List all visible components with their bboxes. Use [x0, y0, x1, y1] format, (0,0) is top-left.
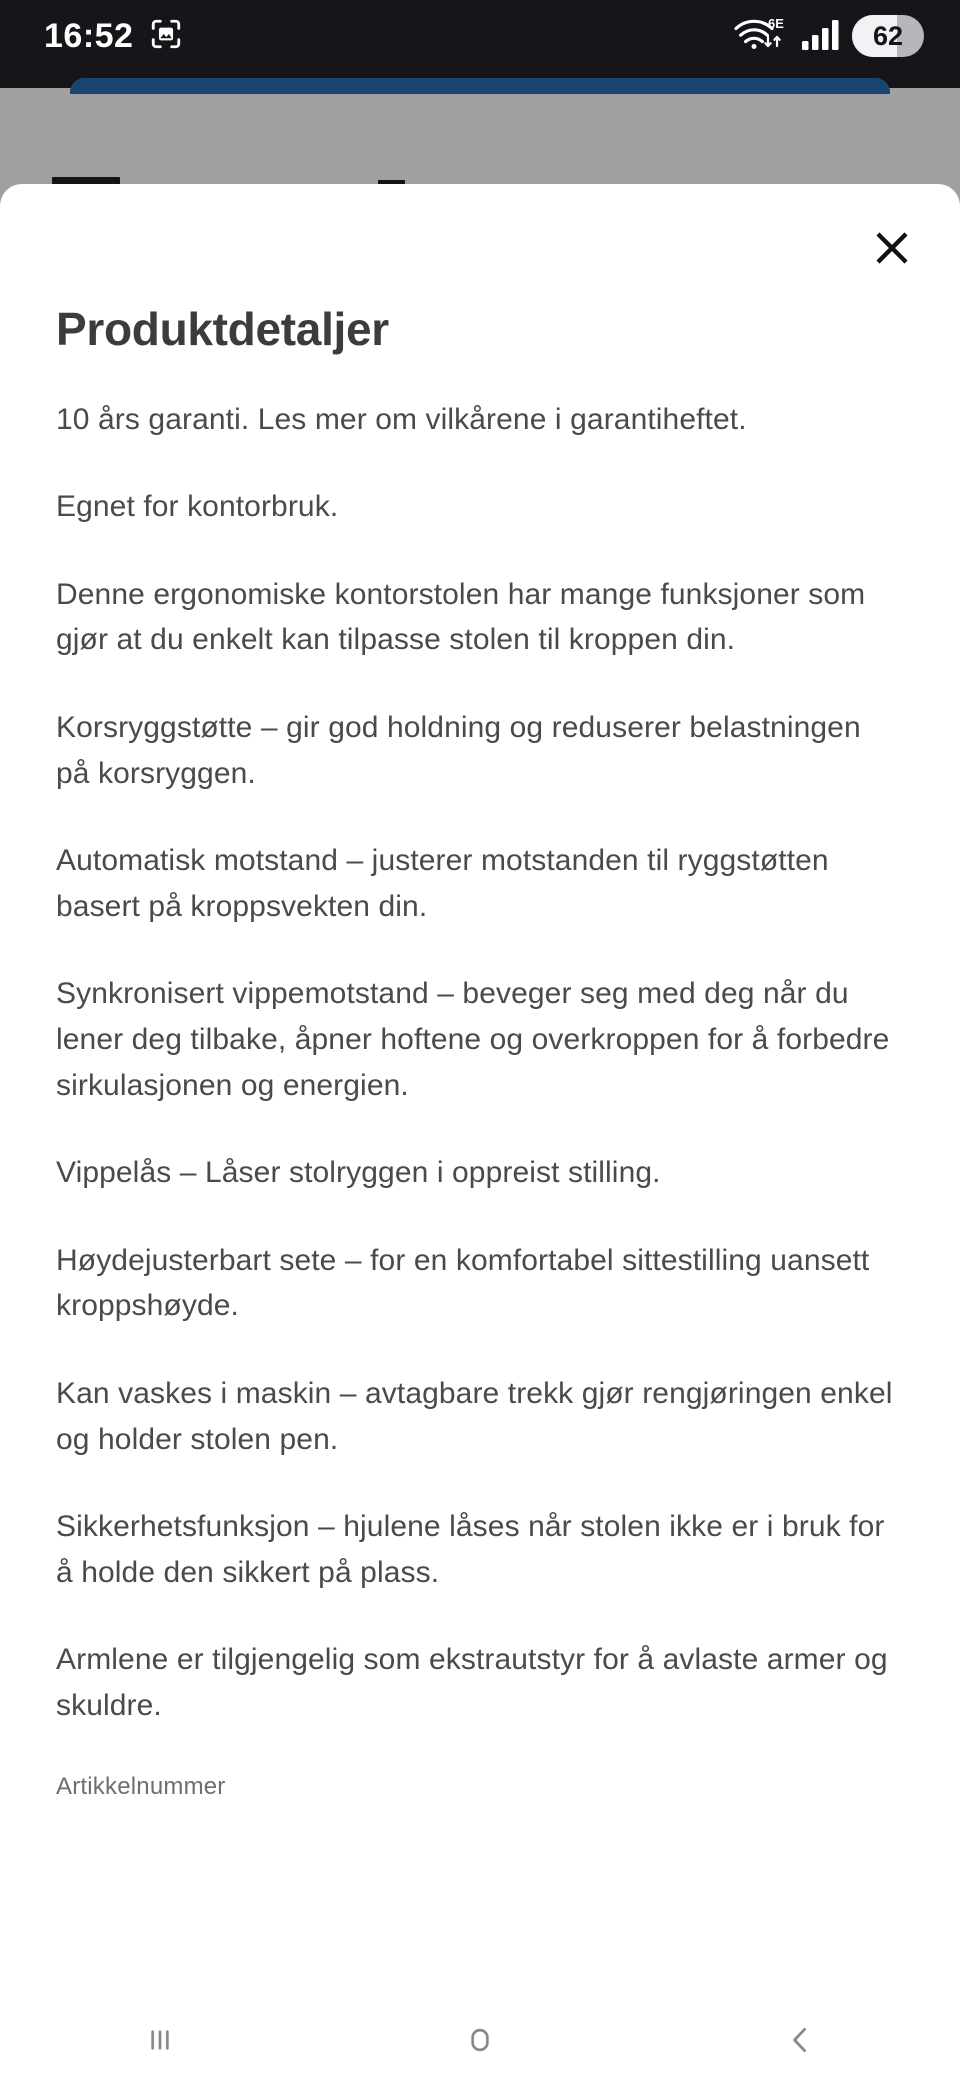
detail-paragraph: Høydejusterbart sete – for en komfortabel sittestilling uansett kroppshøyde. — [56, 1243, 870, 1323]
home-button[interactable] — [405, 2000, 555, 2080]
battery-percent-label: 62 — [872, 20, 904, 51]
product-details-sheet — [0, 184, 960, 2000]
detail-paragraph: Egnet for kontorbruk. — [56, 490, 339, 524]
close-button[interactable] — [856, 212, 928, 284]
detail-paragraph: Synkronisert vippemotstand – beveger seg med deg når du lener deg tilbake, åpner hoftene og overkroppen for å forbedre sirkulasjonen og energien. — [56, 977, 890, 1102]
recents-button[interactable] — [85, 2000, 235, 2080]
detail-paragraph: Automatisk motstand – justerer motstanden til ryggstøtten basert på kroppsvekten din. — [56, 844, 829, 923]
status-bar-left — [44, 17, 183, 56]
battery-indicator — [852, 15, 924, 57]
recents-icon — [138, 2018, 182, 2062]
cellular-signal-icon — [800, 16, 840, 57]
product-details-body — [0, 355, 960, 1804]
detail-paragraph: Sikkerhetsfunksjon – hjulene låses når stolen ikke er i bruk for å holde den sikkert på plass. — [56, 1510, 885, 1589]
wifi-6e-icon — [734, 15, 788, 58]
close-icon — [872, 228, 912, 268]
detail-paragraph: Kan vaskes i maskin – avtagbare trekk gjør rengjøringen enkel og holder stolen pen. — [56, 1376, 893, 1456]
detail-paragraph: Denne ergonomiske kontorstolen har mange funksjoner som gjør at du enkelt kan tilpasse stolen til kroppen din. — [56, 577, 866, 657]
browser-chrome-strip — [0, 72, 960, 88]
detail-paragraph: Vippelås – Låser stolryggen i oppreist stilling. — [56, 1156, 661, 1190]
back-chevron-icon — [778, 2018, 822, 2062]
status-bar-right — [734, 15, 924, 58]
android-navigation-bar — [0, 2000, 960, 2080]
back-button[interactable] — [725, 2000, 875, 2080]
article-number-label: Artikkelnummer — [56, 1773, 226, 1801]
detail-paragraph: Armlene er tilgjengelig som ekstrautstyr for å avlaste armer og skuldre. — [56, 1643, 888, 1722]
svg-text:6E: 6E — [768, 15, 784, 31]
screenshot-capture-icon — [149, 17, 183, 56]
detail-paragraph: 10 års garanti. Les mer om vilkårene i garantiheftet. — [56, 402, 747, 436]
sheet-header — [0, 184, 960, 304]
detail-paragraph: Korsryggstøtte – gir god holdning og reduserer belastningen på korsryggen. — [56, 710, 861, 790]
page-title: Produktdetaljer — [56, 303, 389, 355]
status-bar — [0, 0, 960, 72]
home-icon — [458, 2018, 502, 2062]
status-bar-clock: 16:52 — [44, 17, 134, 55]
